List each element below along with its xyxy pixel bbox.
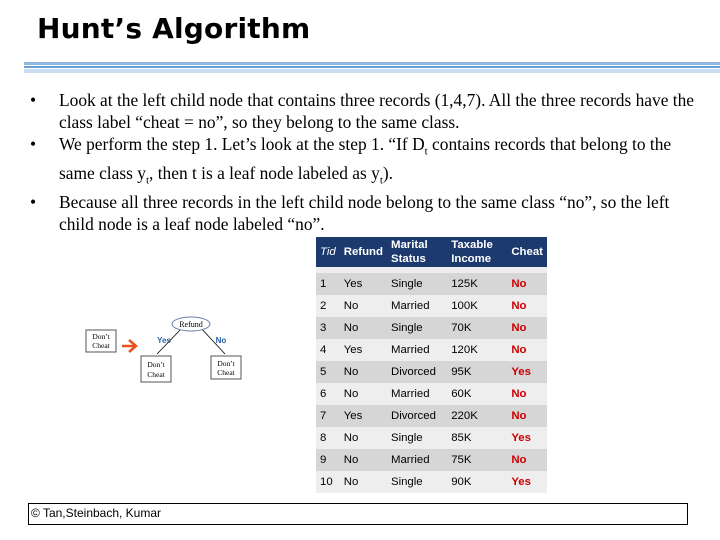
header-taxable-income: Taxable Income [447,237,507,267]
table-header-row [316,237,547,267]
cell-taxable-income: 75K [447,449,507,471]
cell-taxable-income: 120K [447,339,507,361]
cell-cheat: No [507,273,547,295]
table-row [316,273,547,295]
footer-copyright: © Tan,Steinbach, Kumar [28,503,688,525]
cell-refund: No [340,295,387,317]
left-leaf [141,356,171,382]
cell-taxable-income: 100K [447,295,507,317]
no-edge-label: No [215,336,227,345]
cell-tid: 8 [316,427,340,449]
cell-refund: Yes [340,273,387,295]
header-refund: Refund [340,237,387,267]
decision-tree [85,316,245,386]
cell-cheat: Yes [507,361,547,383]
cell-taxable-income: 90K [447,471,507,493]
cell-tid: 2 [316,295,340,317]
cell-tid: 1 [316,273,340,295]
header-tid: Tid [316,237,340,267]
cell-marital-status: Married [387,449,447,471]
cell-cheat: No [507,405,547,427]
cell-marital-status: Single [387,317,447,339]
cell-taxable-income: 70K [447,317,507,339]
cell-refund: No [340,361,387,383]
right-leaf [211,356,241,379]
table-row [316,339,547,361]
cell-tid: 4 [316,339,340,361]
root-label: Refund [179,320,203,329]
table-body [316,267,547,493]
cell-taxable-income: 220K [447,405,507,427]
old-leaf-line2: Cheat [92,341,110,350]
cell-tid: 6 [316,383,340,405]
cell-taxable-income: 95K [447,361,507,383]
cell-tid: 3 [316,317,340,339]
cell-refund: No [340,449,387,471]
cell-cheat: No [507,383,547,405]
bullet-item [28,134,708,193]
cell-marital-status: Single [387,471,447,493]
cell-taxable-income: 60K [447,383,507,405]
training-data-table [316,237,547,493]
left-leaf-line1: Don’t [147,360,165,369]
table-row [316,405,547,427]
table-row [316,383,547,405]
cell-cheat: No [507,339,547,361]
right-leaf-line1: Don’t [217,359,235,368]
bullet-dot: • [30,192,37,213]
arrow-icon [122,340,136,352]
cell-marital-status: Married [387,339,447,361]
bullet-dot: • [30,133,37,154]
bullet-text: Look at the left child node that contains three records (1,4,7). All the three records have the class label “cheat = no”, so they belong to the same class. [59,90,695,132]
table-row [316,295,547,317]
cell-refund: Yes [340,405,387,427]
cell-tid: 5 [316,361,340,383]
yes-edge-label: Yes [157,336,171,345]
cell-cheat: No [507,295,547,317]
bullet-item [28,192,708,236]
right-leaf-line2: Cheat [217,368,235,377]
title-rule [24,69,720,73]
left-leaf-line2: Cheat [147,370,165,379]
cell-refund: No [340,317,387,339]
bullet-item [28,90,708,134]
cell-marital-status: Married [387,295,447,317]
cell-cheat: Yes [507,427,547,449]
cell-refund: No [340,427,387,449]
old-leaf-box [86,330,116,352]
bullet-text: We perform the step 1. Let’s look at the step 1. “If $D_t$ contains records that belong to the same class $y_t$, then t is a leaf node labeled as $y_t$). [59,133,672,187]
table-row [316,317,547,339]
header-marital-status: Marital Status [387,237,447,267]
title-rule [24,62,720,65]
table-row [316,427,547,449]
title-rule [24,66,720,68]
cell-refund: Yes [340,339,387,361]
cell-taxable-income: 125K [447,273,507,295]
table-row [316,361,547,383]
bullet-list [28,90,708,236]
cell-marital-status: Divorced [387,361,447,383]
cell-cheat: No [507,449,547,471]
root-node [172,317,210,331]
cell-marital-status: Divorced [387,405,447,427]
cell-refund: No [340,471,387,493]
cell-refund: No [340,383,387,405]
cell-marital-status: Single [387,273,447,295]
header-cheat: Cheat [507,237,547,267]
bullet-text: Because all three records in the left child node belong to the same class “no”, so the left child node is a leaf node labeled “no”. [59,192,670,234]
cell-marital-status: Single [387,427,447,449]
bullet-dot: • [30,90,37,110]
slide-title: Hunt’s Algorithm [37,12,311,45]
cell-taxable-income: 85K [447,427,507,449]
cell-tid: 7 [316,405,340,427]
cell-tid: 9 [316,449,340,471]
cell-marital-status: Married [387,383,447,405]
table-row [316,471,547,493]
table-row [316,449,547,471]
cell-cheat: Yes [507,471,547,493]
cell-cheat: No [507,317,547,339]
old-leaf-line1: Don’t [92,332,110,341]
cell-tid: 10 [316,471,340,493]
